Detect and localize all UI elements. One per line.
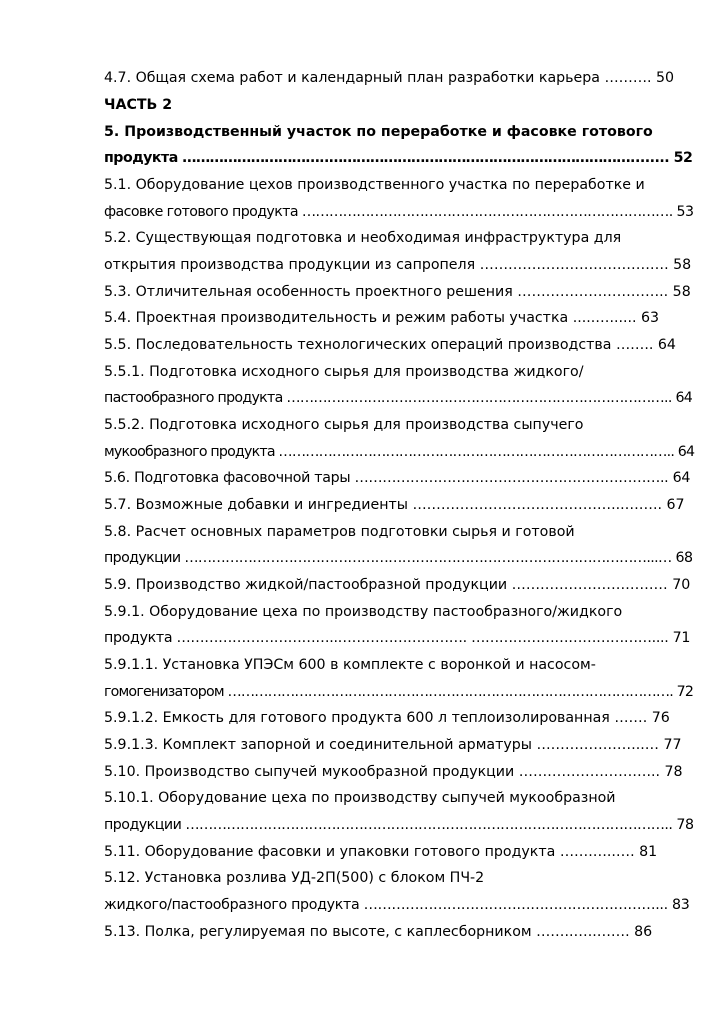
toc-entry-5-3: 5.3. Отличительная особенность проектного решения ………………………….. 58 <box>104 284 691 300</box>
toc-entry-5-5-1-b: пастообразного продукта ………………………………………………………………………….. 64 <box>104 390 693 406</box>
toc-entry-5 <box>104 148 692 168</box>
toc-entry-5-2-b: открытия производства продукции из сапропеля …………………………………. 58 <box>104 257 692 273</box>
toc-entry-5-9: 5.9. Производство жидкой/пастообразной продукции …………………………… 70 <box>104 577 691 593</box>
toc-entry-5-9-1-b: продукта ……………………………..………………………. ………………………………….... 71 <box>104 630 691 646</box>
toc-entry-5-8-b: продукции …………………………………………………………………………………………...… 68 <box>104 550 693 566</box>
toc-entry-5-2-a: 5.2. Существующая подготовка и необходимая инфраструктура для <box>104 230 622 246</box>
toc-entry-5-1-a: 5.1. Оборудование цехов производственного участка по переработке и <box>104 177 645 193</box>
toc-entry-5-8-a: 5.8. Расчет основных параметров подготовки сырья и готовой <box>104 524 575 540</box>
toc-entry-5-7: 5.7. Возможные добавки и ингредиенты ……………………………………...…….. 67 <box>104 497 685 513</box>
toc-entry-5-6: 5.6. Подготовка фасовочной тары ………………………………………………………….. 64 <box>104 470 691 486</box>
section-5-heading: 5. Производственный участок по переработке и фасовке готового <box>104 124 653 140</box>
toc-entry-5-12-a: 5.12. Установка розлива УД-2П(500) с блоком ПЧ-2 <box>104 870 485 886</box>
toc-entry-5-9-1-1-b: гомогенизатором ………………………………………………………………………………………. 72 <box>104 684 694 700</box>
toc-entry-5-11: 5.11. Оборудование фасовки и упаковки готового продукта …….…..…. 81 <box>104 844 658 860</box>
toc-entry-5-5: 5.5. Последовательность технологических операций производства …….. 64 <box>104 337 676 353</box>
toc-entry-5-text: продукта …………………………..…………………………………………………………........ 52 <box>104 150 693 166</box>
toc-entry-5-5-1-a: 5.5.1. Подготовка исходного сырья для производства жидкого/ <box>104 364 584 380</box>
toc-entry-5-10-1-a: 5.10.1. Оборудование цеха по производству сыпучей мукообразной <box>104 790 616 806</box>
toc-entry-5-9-1-1-a: 5.9.1.1. Установка УПЭСм 600 в комплекте с воронкой и насосом- <box>104 657 596 673</box>
toc-entry-5-12-b: жидкого/пастообразного продукта ………………………………………………………... 83 <box>104 897 690 913</box>
toc-entry-4-7: 4.7. Общая схема работ и календарный план разработки карьера ………. 50 <box>104 70 675 86</box>
part-heading: ЧАСТЬ 2 <box>104 97 173 113</box>
toc-entry-5-9-1-a: 5.9.1. Оборудование цеха по производству пастообразного/жидкого <box>104 604 623 620</box>
toc-entry-5-9-1-3: 5.9.1.3. Комплект запорной и соединительной арматуры …………………..… 77 <box>104 737 682 753</box>
toc-entry-5-13: 5.13. Полка, регулируемая по высоте, с каплесборником ……..…..……. 86 <box>104 924 653 940</box>
toc-entry-5-5-2-b: мукообразного продукта …………………………………………………………………………….. 64 <box>104 444 695 460</box>
toc-entry-5-10-1-b: продукции …………………………………………………………………………………………….. 78 <box>104 817 694 833</box>
toc-entry-5-9-1-2: 5.9.1.2. Емкость для готового продукта 600 л теплоизолированная ……. 76 <box>104 710 670 726</box>
toc-entry-5-10: 5.10. Производство сыпучей мукообразной продукции ………………………... 78 <box>104 764 683 780</box>
toc-entry-5-5-2-a: 5.5.2. Подготовка исходного сырья для производства сыпучего <box>104 417 584 433</box>
toc-entry-5-4: 5.4. Проектная производительность и режим работы участка .....…...... 63 <box>104 310 660 326</box>
toc-entry-5-1-b: фасовке готового продукта ………………………………………………………………………. 53 <box>104 204 694 220</box>
